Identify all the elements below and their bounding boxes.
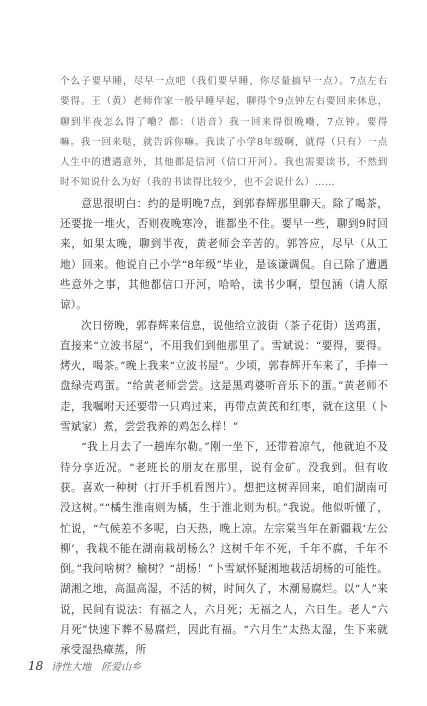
running-title: 诗性大地 匠爱山乡: [51, 662, 142, 673]
page-body: [60, 72, 388, 661]
page-number: 18: [28, 659, 44, 673]
page-footer: [28, 658, 141, 673]
body-paragraph-1: 意思很明白：约的是明晚7点，到郭春辉那里聊天。除了喝茶，还要拢一堆火，否则夜晚寒冷，谁都坐不住。要早一些，聊到9时回来，如果太晚，聊到半夜，黄老师会辛苦的。郭答应，尽早（从工地）回来。他说自己小学“8年级”毕业，是该谦调侃。自己除了遭遇些意外之事，其他都信口开河，哈哈，读书少啊，望包涵（请人原谅）。: [60, 197, 388, 312]
body-paragraph-2: 次日傍晚，郭春辉来信息，说他给立波街（茶子花街）送鸡蛋，直接来“立波书屋”，不用我们到他那里了。雪斌说：“要得，要得。烤火，喝茶。”晚上我来“立波书屋”。少顷，郭春辉开车来了，手捧一盘绿壳鸡蛋。“给黄老师尝尝。这是黑鸡婆听音乐下的蛋。”黄老师不走，我嘱咐天还要带一只鸡过来，再带点黄芪和红枣，就在这里（卜雪斌家）煮，尝尝我养的鸡怎么样！”: [60, 319, 388, 434]
body-paragraph-3: “我上月去了一趟库尔勒。”刚一坐下，还带着凉气，他就迫不及待分享近况。“老班长的朋友在那里，说有金矿。没我到。但有收获。喜欢一种树（打开手机看图片）。想把这树弄回来，咱们湖南可没这树。”“橘生淮南则为橘，生于淮北则为枳。”我说。他似听懂了，忙说，“气候差不多呢，白天热，晚上凉。左宗棠当年在新疆栽‘左公柳’，我栽不能在湖南栽胡杨么？这树千年不死，千年不腐，千年不倒。”我问啥树？榆树？“胡杨！”卜雪斌怀疑湘地栽活胡杨的可能性。湖湘之地，高温高湿，不活的树，时间久了，木潮易腐烂。以“人”来说，民间有说法：有福之人，六月死；无福之人，六日生。老人“六月死”快速下葬不易腐烂，因此有福。“六月生”太热太湿，生下来就承受湿热瘴蒸，所: [60, 441, 388, 657]
dialogue-paragraph: 个么子要早睡，尽早一点吧（我们要早睡，你尽量搞早一点）。7点左右要得。王（黄）老师作家一般早睡早起，聊得个9点钟左右要回来休息，聊到半夜怎么得了嘞？都：（语音）我一回来得很晚嘞，7点钟。要得嘛。我一回来哒，就告诉你嘛。我读了小学8年级啊，就得（只有）一点人生中的遭遇意外，其他都是信河（信口开河）。我也需要读书，不然到时不知说什么为好（我的书读得比较少，也不会说什么）……: [60, 76, 388, 189]
